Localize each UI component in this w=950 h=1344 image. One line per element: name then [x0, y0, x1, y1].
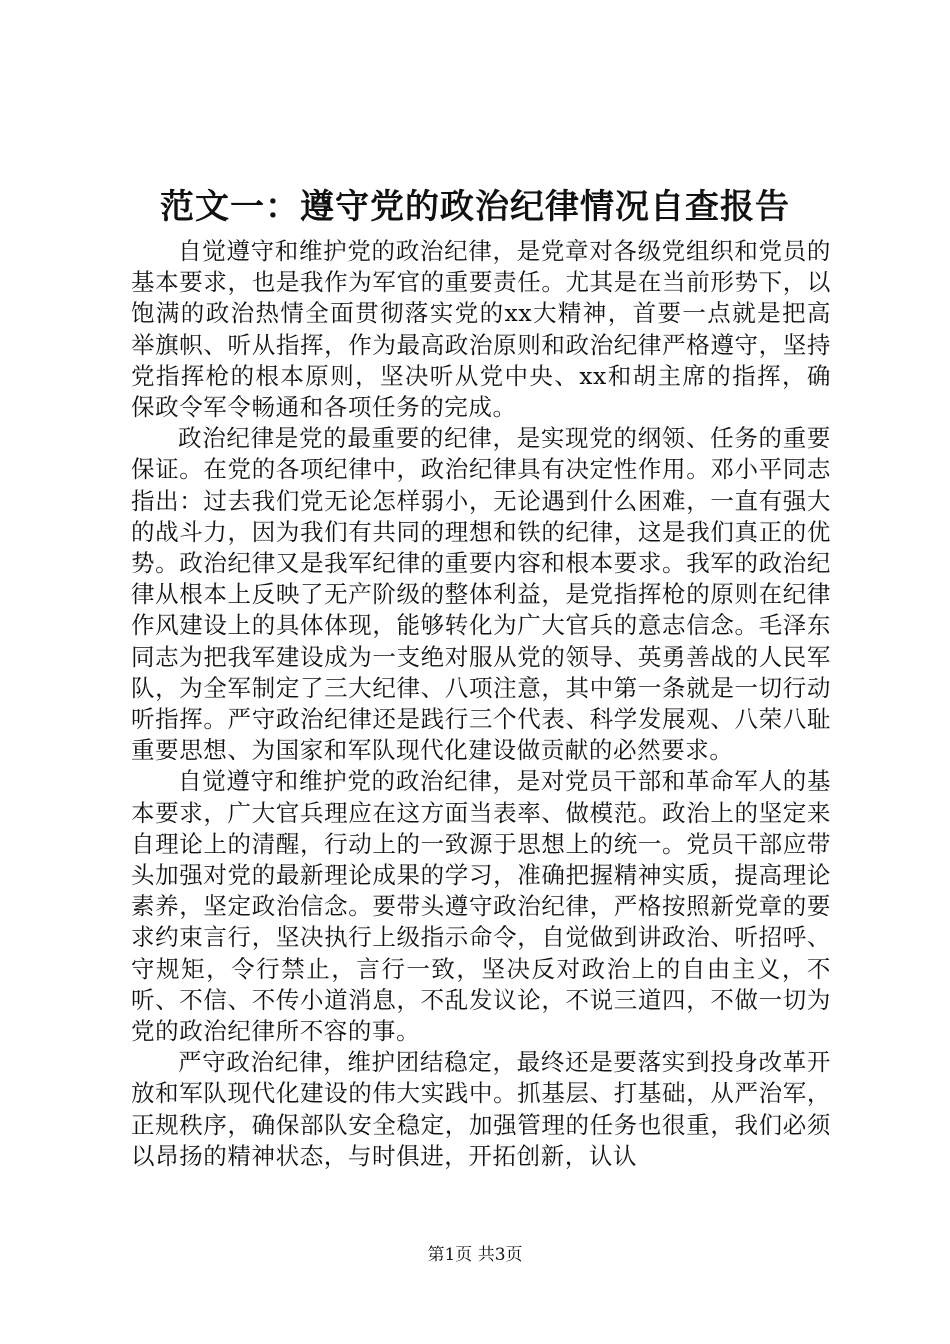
paragraph: 政治纪律是党的最重要的纪律，是实现党的纲领、任务的重要保证。在党的各项纪律中，政治纪律具有决定性作用。邓小平同志指出：过去我们党无论怎样弱小，无论遇到什么困难，一直有强大的战斗力，因为我们有共同的理想和铁的纪律，这是我们真正的优势。政治纪律又是我军纪律的重要内容和根本要求。我军的政治纪律从根本上反映了无产阶级的整体利益，是党指挥枪的原则在纪律作风建设上的具体体现，能够转化为广大官兵的意志信念。毛泽东同志为把我军建设成为一支绝对服从党的领导、英勇善战的人民军队，为全军制定了三大纪律、八项注意，其中第一条就是一切行动听指挥。严守政治纪律还是践行三个代表、科学发展观、八荣八耻重要思想、为国家和军队现代化建设做贡献的必然要求。 [131, 424, 831, 765]
document-body [131, 236, 831, 1172]
paragraph: 自觉遵守和维护党的政治纪律，是党章对各级党组织和党员的基本要求，也是我作为军官的重要责任。尤其是在当前形势下，以饱满的政治热情全面贯彻落实党的xx大精神，首要一点就是把高举旗帜、听从指挥，作为最高政治原则和政治纪律严格遵守，坚持党指挥枪的根本原则，坚决听从党中央、xx和胡主席的指挥，确保政令军令畅通和各项任务的完成。 [131, 237, 831, 422]
paragraph: 自觉遵守和维护党的政治纪律，是对党员干部和革命军人的基本要求，广大官兵理应在这方面当表率、做模范。政治上的坚定来自理论上的清醒，行动上的一致源于思想上的统一。党员干部应带头加强对党的最新理论成果的学习，准确把握精神实质，提高理论素养，坚定政治信念。要带头遵守政治纪律，严格按照新党章的要求约束言行，坚决执行上级指示命令，自觉做到讲政治、听招呼、守规矩，令行禁止，言行一致，坚决反对政治上的自由主义，不听、不信、不传小道消息，不乱发议论，不说三道四，不做一切为党的政治纪律所不容的事。 [131, 767, 831, 1046]
paragraph: 严守政治纪律，维护团结稳定，最终还是要落实到投身改革开放和军队现代化建设的伟大实践中。抓基层、打基础，从严治军，正规秩序，确保部队安全稳定，加强管理的任务也很重，我们必须以昂扬的精神状态，与时俱进，开拓创新，认认 [131, 1048, 831, 1170]
page-number-footer: 第1页 共3页 [427, 1245, 523, 1265]
document-title: 范文一：遵守党的政治纪律情况自查报告 [160, 187, 790, 227]
